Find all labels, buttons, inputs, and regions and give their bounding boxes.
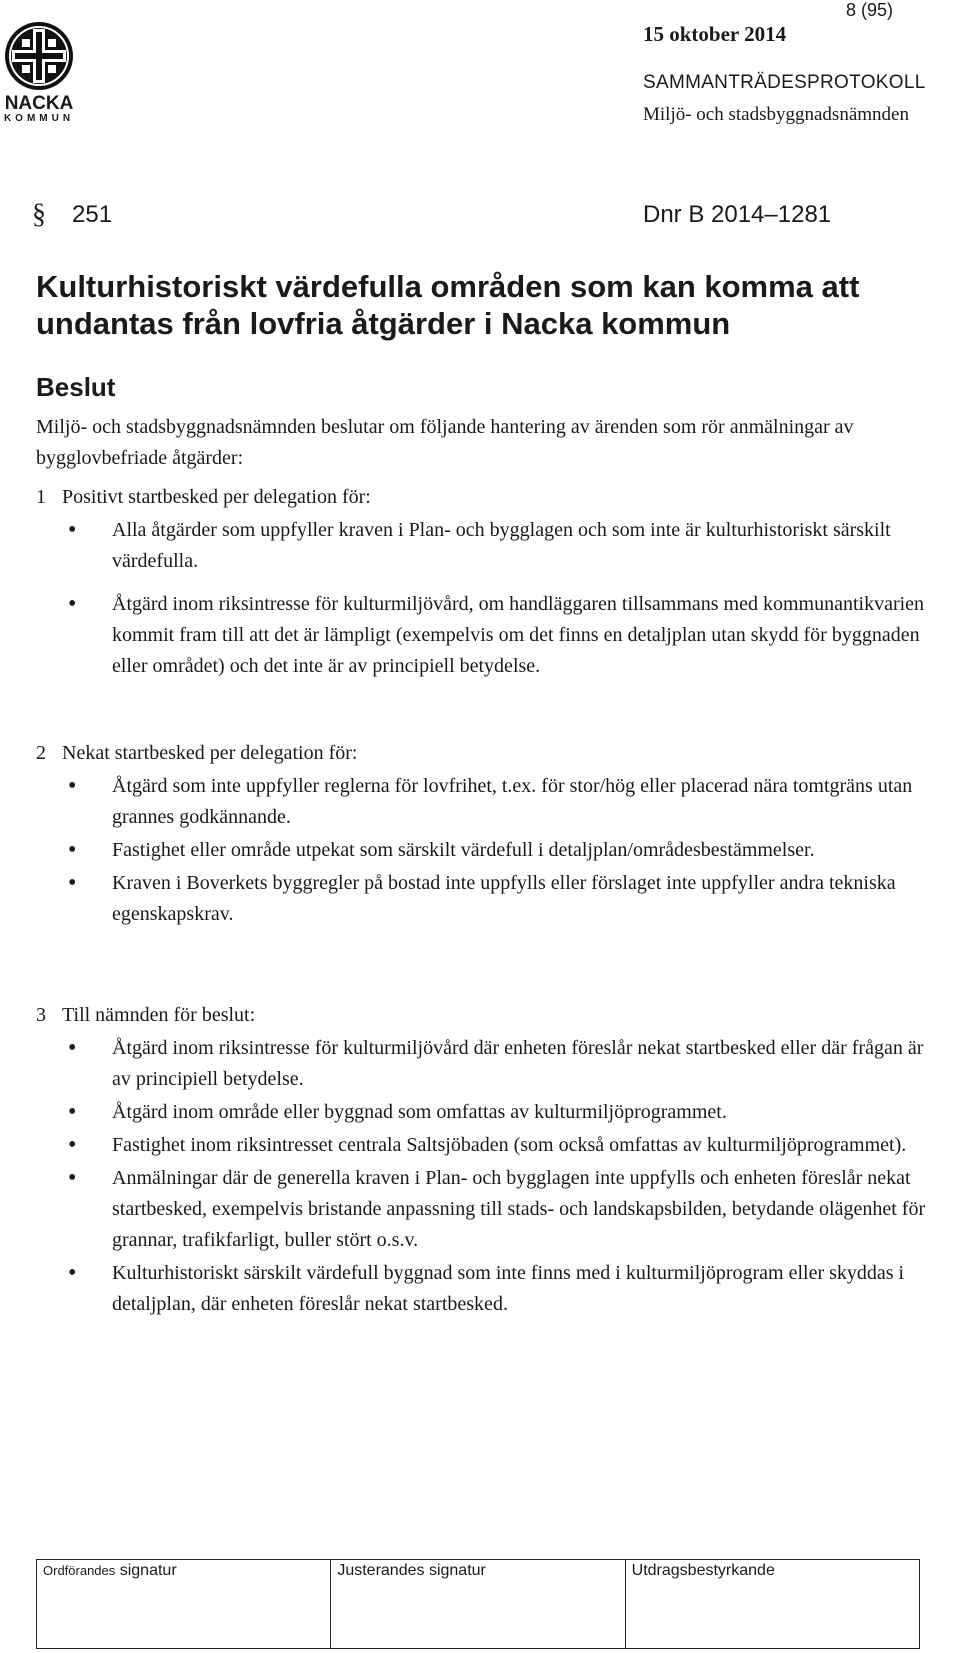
nacka-logo [0,20,78,125]
adjuster-label: Justerandes signatur [337,1562,486,1579]
item-heading-text: Till nämnden för beslut: [62,1004,256,1026]
list-item: • Fastighet eller område utpekat som särskilt värdefull i detaljplan/områdesbestämmelser. [36,835,936,866]
logo-name: NACKA [4,93,74,114]
bullet-list [36,771,936,930]
list-item: • Fastighet inom riksintresset centrala Saltsjöbaden (som också omfattas av kulturmiljöprogrammet). [36,1130,936,1161]
extract-certification-cell [625,1560,919,1649]
section-number: 251 [72,201,113,228]
decision-item-1 [36,482,936,682]
item-heading-text: Positivt startbesked per delegation för: [62,486,371,508]
item-number: 3 [36,1004,46,1026]
page-number: 8 (95) [846,0,894,20]
chair-label-word: signatur [119,1562,177,1579]
adjuster-signature-cell [331,1560,625,1649]
paragraph-symbol: § [32,199,46,230]
bullet-list [36,515,936,682]
item-heading-text: Nekat startbesked per delegation för: [62,742,358,764]
decision-item-heading [36,482,936,513]
document-title: Kulturhistoriskt värdefulla områden som kan komma att undantas från lovfria åtgärder i Nacka kommun [36,269,860,341]
committee-name: Miljö- och stadsbyggnadsnämnden [643,104,909,125]
bullet-list [36,1033,936,1320]
list-item: • Åtgärd inom riksintresse för kulturmiljövård, om handläggaren tillsammans med kommunantikvarien kommit fram till att det är lämpligt (exempelvis om det finns en detaljplan utan skydd för byggnaden eller området) och det inte är av principiell betydelse. [36,589,936,682]
diary-number: Dnr B 2014–1281 [643,201,832,228]
decision-item-2 [36,738,936,930]
list-item: • Åtgärd inom område eller byggnad som omfattas av kulturmiljöprogrammet. [36,1097,936,1128]
logo-sub: KOMMUN [3,113,75,124]
decision-item-heading [36,738,936,769]
nacka-emblem-icon [0,20,78,92]
meeting-date: 15 oktober 2014 [643,22,787,46]
list-item: • Alla åtgärder som uppfyller kraven i Plan- och bygglagen och som inte är kulturhistoriskt särskilt värdefulla. [36,515,936,577]
extract-label: Utdragsbestyrkande [631,1562,775,1579]
decision-item-heading [36,1000,936,1031]
item-number: 1 [36,486,46,508]
list-item: • Kraven i Boverkets byggregler på bostad inte uppfylls eller förslaget inte uppfyller andra tekniska egenskapskrav. [36,868,936,930]
decision-intro: Miljö- och stadsbyggnadsnämnden beslutar om följande hantering av ärenden som rör anmälningar av bygglovbefriade åtgärder: [36,416,854,469]
list-item: • Åtgärd inom riksintresse för kulturmiljövård där enheten föreslår nekat startbesked eller där frågan är av principiell betydelse. [36,1033,936,1095]
item-number: 2 [36,742,46,764]
decision-heading: Beslut [36,372,116,402]
list-item: • Anmälningar där de generella kraven i Plan- och bygglagen inte uppfylls och enheten föreslår nekat startbesked, exempelvis bristande anpassning till stads- och landskapsbilden, betydande olägenhet för grannar, trafikfarligt, buller stört o.s.v. [36,1163,936,1256]
signature-table [36,1559,920,1649]
list-item: • Åtgärd som inte uppfyller reglerna för lovfrihet, t.ex. för stor/hög eller placerad nära tomtgräns utan grannes godkännande. [36,771,936,833]
chair-label-prefix: Ordförandes [43,1563,116,1578]
protocol-title: SAMMANTRÄDESPROTOKOLL [643,72,926,93]
list-item: • Kulturhistoriskt särskilt värdefull byggnad som inte finns med i kulturmiljöprogram eller skyddas i detaljplan, där enheten föreslår nekat startbesked. [36,1258,936,1320]
chair-signature-cell [37,1560,331,1649]
decision-item-3 [36,1000,936,1320]
